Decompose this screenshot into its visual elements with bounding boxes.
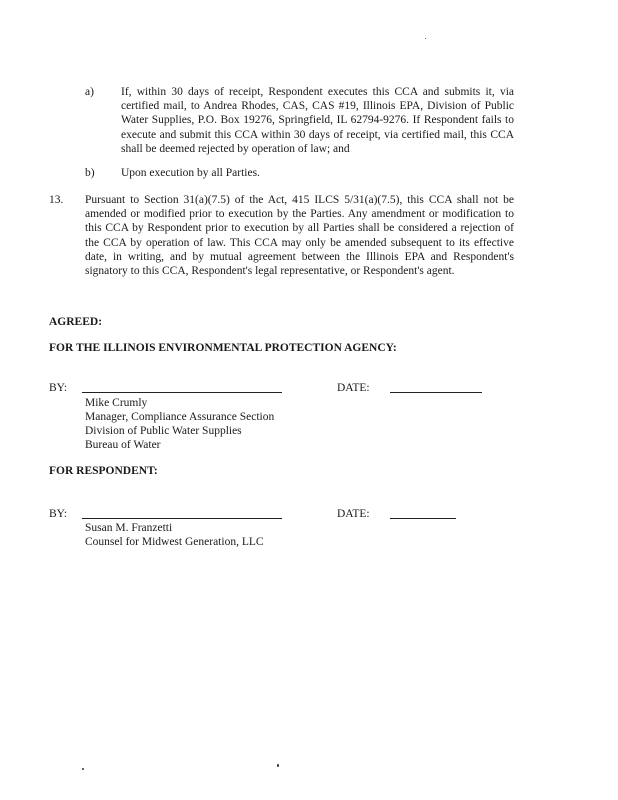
- signatory-name: Susan M. Franzetti: [85, 522, 173, 534]
- respondent-heading: FOR RESPONDENT:: [49, 465, 158, 477]
- item-text: Upon execution by all Parties.: [121, 167, 260, 179]
- paragraph-number: 13.: [49, 194, 64, 206]
- by-label: BY:: [49, 508, 68, 520]
- by-label: BY:: [49, 382, 68, 394]
- scan-speck-bottom-left: [82, 768, 84, 770]
- agency-signature-line: [82, 392, 282, 393]
- item-label: b): [85, 167, 95, 179]
- signatory-title: Counsel for Midwest Generation, LLC: [85, 536, 264, 548]
- signatory-division: Division of Public Water Supplies: [85, 425, 242, 437]
- scan-speck-top: [425, 38, 426, 39]
- agreed-heading: AGREED:: [49, 316, 103, 328]
- date-label: DATE:: [337, 382, 370, 394]
- item-label: a): [85, 86, 94, 98]
- scan-speck-bottom-center: [277, 764, 279, 767]
- signatory-bureau: Bureau of Water: [85, 439, 161, 451]
- date-label: DATE:: [337, 508, 370, 520]
- respondent-signature-line: [82, 518, 282, 519]
- signatory-name: Mike Crumly: [85, 397, 148, 409]
- item-text: If, within 30 days of receipt, Respondent executes this CCA and submits it, via certified mail, to Andrea Rhodes, CAS, CAS #19, Illinois EPA, Division of Public Water Supplies, P.O. Box 19276, Springfield, IL 62794-9276. If Respondent fails to execute and submit this CCA within 30 days of receipt, via certified mail, this CCA shall be deemed rejected by operation of law; and: [121, 86, 514, 155]
- signatory-title: Manager, Compliance Assurance Section: [85, 411, 275, 423]
- paragraph-text: Pursuant to Section 31(a)(7.5) of the Act, 415 ILCS 5/31(a)(7.5), this CCA shall not be amended or modified prior to execution by the Parties. Any amendment or modification to this CCA by Respondent prior to execution by all Parties shall be considered a rejection of the CCA by operation of law. This CCA may only be amended subsequent to its effective date, in writing, and by mutual agreement between the Illinois EPA and Respondent's signatory to this CCA, Respondent's legal representative, or Respondent's agent.: [85, 194, 514, 278]
- respondent-date-line: [390, 518, 456, 519]
- agency-heading: FOR THE ILLINOIS ENVIRONMENTAL PROTECTION AGENCY:: [49, 342, 397, 354]
- agency-date-line: [390, 392, 482, 393]
